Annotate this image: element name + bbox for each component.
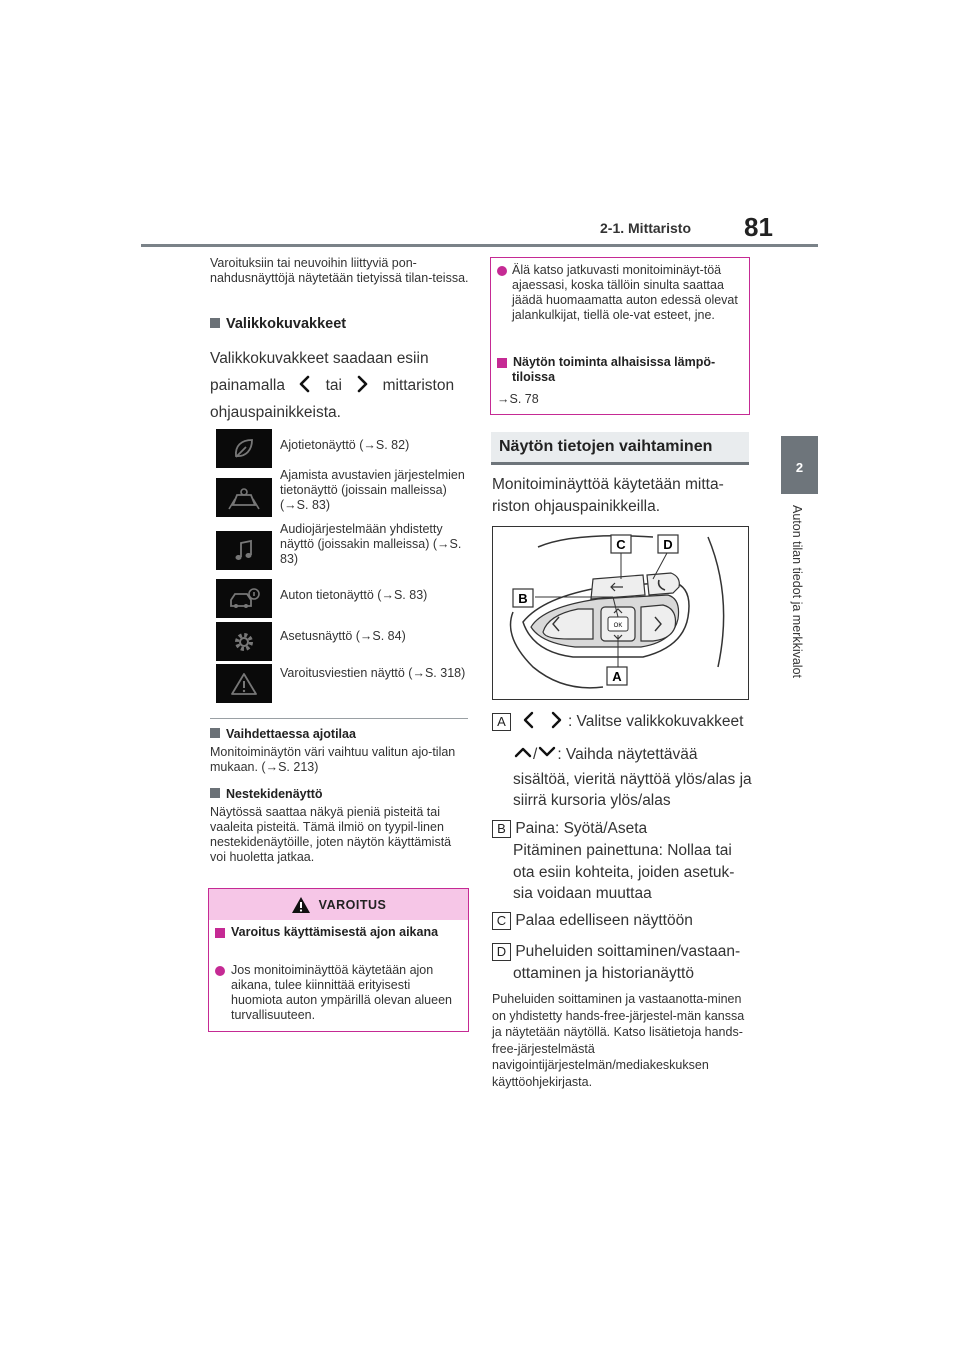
item-c-text: Palaa edelliseen näyttöön [515, 912, 693, 929]
key-c: C [492, 912, 511, 930]
page-reference: →S. 78 [497, 392, 539, 406]
menu-desc-line: Valikkokuvakkeet saadaan esiin [210, 350, 429, 367]
chevron-left-icon [295, 374, 315, 394]
chapter-label: Auton tilan tiedot ja merkkivalot [790, 505, 804, 679]
gear-icon [216, 622, 272, 661]
item-a-line [513, 744, 753, 766]
menu-desc-line: ohjauspainikkeista. [210, 404, 341, 421]
menu-item-label: Auton tietonäyttö (→S. 83) [280, 588, 428, 602]
caution-bullet-text: Näytön toiminta alhaisissa lämpö-tiloissa [512, 355, 716, 384]
paragraph: Monitoiminäytön väri vaihtuu valitun ajo-tilan mukaan. (→S. 213) [210, 745, 456, 774]
diagram-label-d: D [663, 537, 673, 552]
caution-bullet [497, 263, 743, 323]
chevron-up-icon [513, 745, 533, 759]
menu-desc-word: mittariston [382, 377, 455, 394]
warning-title: VAROITUS [318, 897, 387, 912]
key-a: A [492, 713, 511, 731]
menu-desc-line [210, 372, 470, 399]
item-d-text-1: Puheluiden soittaminen/vastaan- [515, 943, 741, 960]
warning-bullet-text: Jos monitoiminäyttöä käytetään ajon aikana, tulee kiinnittää erityisesti huomiota auton ympärillä olevan alueen turvallisuuteen. [231, 963, 452, 1022]
caution-box [490, 257, 750, 415]
leaf-icon [216, 429, 272, 468]
chevron-down-icon [537, 745, 557, 759]
bullet-square [210, 318, 220, 328]
item-b [492, 818, 647, 840]
diagram-label-b: B [518, 591, 528, 606]
item-d-text-2: ottaminen ja historianäyttö [513, 965, 694, 982]
bullet-dot [497, 266, 507, 276]
subheading [210, 787, 323, 801]
warning-triangle-icon [291, 896, 311, 914]
chevron-left-icon [521, 711, 537, 729]
item-b-text-2: Pitäminen painettuna: Nollaa tai ota esiin kohteita, joiden asetuk-sia voidaan muuttaa [513, 842, 735, 902]
music-note-icon [216, 531, 272, 570]
slash: / [533, 746, 538, 763]
bullet-square [497, 358, 507, 368]
warning-bullet-text: Varoitus käyttämisestä ajon aikana [231, 925, 439, 939]
ok-button-label: OK [613, 623, 623, 629]
bullet-square [210, 728, 220, 738]
paragraph: Näytössä saattaa näkyä pieniä pisteitä tai vaaleita pisteitä. Tämä ilmiö on tyypil-linen nestekidenäytöille, joten näytön käyttämistä voi huoletta jatkaa. [210, 805, 452, 864]
item-a [492, 711, 743, 733]
menu-heading-text: Valikkokuvakkeet [226, 316, 347, 332]
paragraph: Monitoiminäyttöä käytetään mitta-riston ohjauspainikkeilla. [492, 476, 724, 515]
menu-item-label: Ajotietonäyttö (→S. 82) [280, 438, 410, 452]
divider [210, 718, 468, 719]
menu-item-label: Asetusnäyttö (→S. 84) [280, 629, 406, 643]
diagram-label-a: A [612, 669, 622, 684]
caution-bullet-text: Älä katso jatkuvasti monitoiminäyt-töä ajaessasi, koska tällöin sinulta saattaa jäädä huomaamatta auton edessä olevat jalankulkijat, tiellä ole-vat esteet, jne. [512, 263, 738, 322]
chapter-tab [781, 436, 818, 494]
intro-text: Varoituksiin tai neuvoihin liittyviä pon-nahdusnäyttöjä näytetään tietyissä tilan-teissa. [210, 256, 469, 285]
warning-triangle-icon [216, 664, 272, 703]
warning-bullet [215, 925, 463, 940]
menu-item-label: Ajamista avustavien järjestelmien tietonäyttö (joissain malleissa) (→S. 83) [280, 468, 465, 512]
subheading [210, 727, 356, 741]
item-d [492, 941, 740, 963]
section-heading [491, 432, 749, 465]
section-heading-text: Näytön tietojen vaihtaminen [499, 438, 713, 455]
warning-header [209, 889, 468, 920]
section-title: 2-1. Mittaristo [600, 220, 692, 236]
warning-box [208, 888, 469, 1032]
car-info-icon [216, 579, 272, 618]
chapter-number: 2 [795, 460, 804, 475]
menu-desc-word: tai [325, 377, 342, 394]
bullet-square [210, 788, 220, 798]
menu-item-label: Varoitusviestien näyttö (→S. 318) [280, 666, 466, 680]
header-divider [141, 244, 818, 247]
chevron-right-icon [548, 711, 564, 729]
page-number: 81 [744, 212, 773, 242]
bullet-dot [215, 966, 225, 976]
driver-assist-icon [216, 478, 272, 517]
key-d: D [492, 943, 511, 961]
item-b-text-1: Paina: Syötä/Aseta [515, 820, 648, 837]
item-a-text-3: sisältöä, vieritä näyttöä ylös/alas ja siirrä kursoria ylös/alas [513, 770, 752, 809]
caution-bullet [497, 355, 743, 385]
warning-bullet [215, 963, 463, 1023]
menu-item-label: Audiojärjestelmään yhdistetty näyttö (joissakin malleissa) (→S. 83) [280, 522, 462, 566]
item-a-text-2: : Vaihda näytettävää [557, 746, 698, 763]
subheading-text: Nestekidenäyttö [226, 787, 323, 801]
menu-heading [210, 316, 346, 332]
key-b: B [492, 820, 511, 838]
bullet-square [215, 928, 225, 938]
menu-desc-word: painamalla [210, 377, 285, 394]
item-a-text-1: : Valitse valikkokuvakkeet [567, 713, 744, 730]
subheading-text: Vaihdettaessa ajotilaa [226, 727, 356, 741]
diagram-label-c: C [616, 537, 626, 552]
item-c [492, 910, 693, 932]
chevron-right-icon [352, 374, 372, 394]
steering-switch-diagram [492, 526, 749, 700]
item-a-detail [513, 744, 753, 812]
menu-description [210, 345, 470, 426]
paragraph: Puheluiden soittaminen ja vastaanotta-minen on yhdistetty hands-free-järjestel-män kanssa ja näytetään näytöllä. Katso lisätietoja hands-free-järjestelmästä navigointijärjestelmän/mediakeskuksen käyttöohjekirjasta. [492, 992, 745, 1089]
